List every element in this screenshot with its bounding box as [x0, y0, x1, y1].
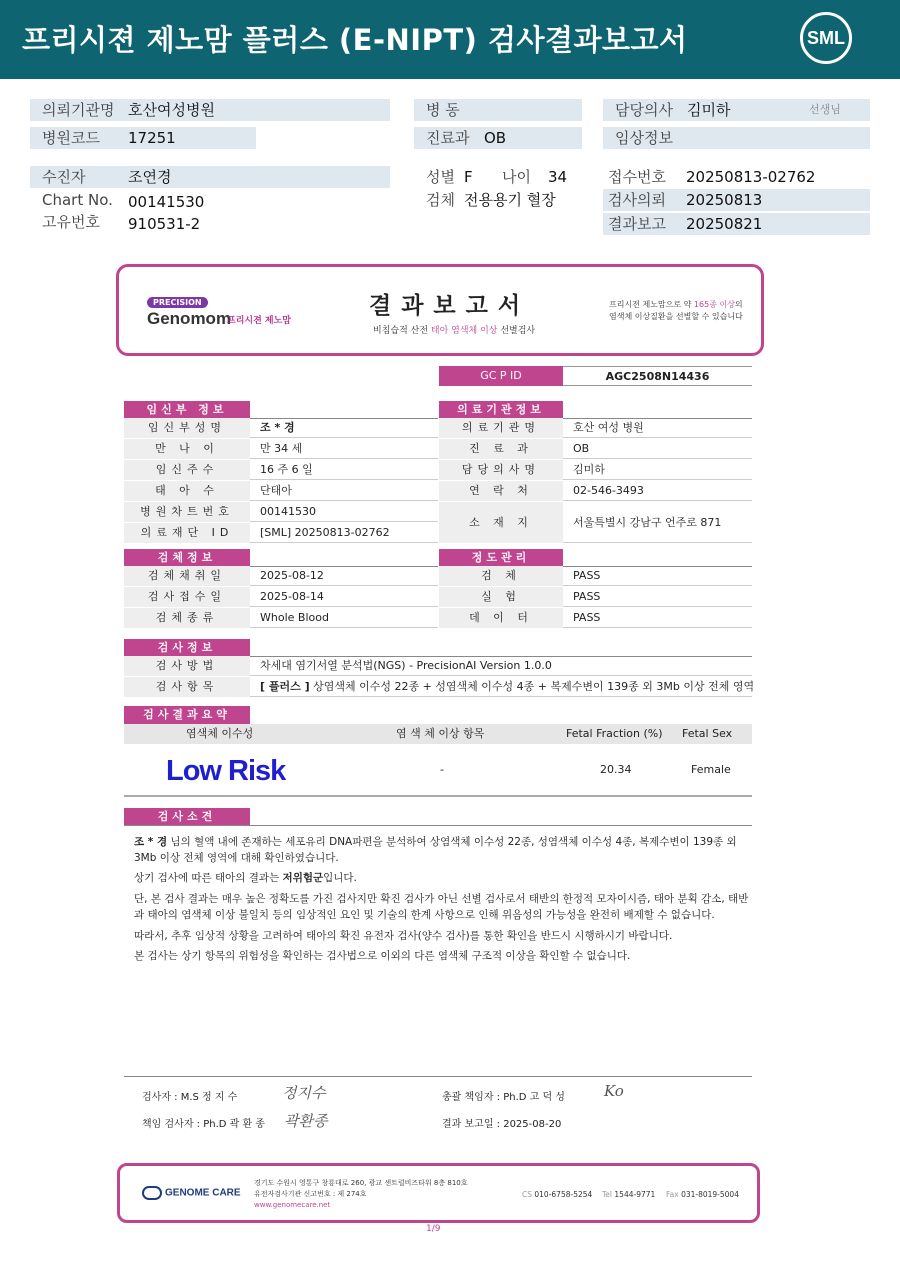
row-value: PASS: [573, 569, 601, 582]
row-label: 소 재 지: [439, 502, 563, 543]
pregnancy-info-head: 임신부 정보: [124, 401, 250, 419]
row-label: 의료기관명: [439, 418, 563, 438]
banner-subtitle: 비침습적 산전 태아 염색체 이상 선별검사: [373, 326, 536, 336]
page-number: 1/9: [426, 1224, 441, 1234]
table-row: [124, 608, 438, 628]
row-value: 김미하: [573, 463, 605, 476]
banner-note: 프리시젼 제노맘으로 약 165종 이상의 염색체 이상질환을 선별할 수 있습니다: [609, 300, 743, 321]
row-value: 조 * 경: [260, 421, 295, 434]
test-info-head: 검사정보: [124, 639, 250, 657]
responsible-label: 책임 검사자 : Ph.D 곽 환 종: [142, 1119, 265, 1130]
summary-head: 검사결과요약: [124, 706, 250, 724]
summary-header-row: 염색체 이수성 염 색 체 이상 항목 Fetal Fraction (%) Fetal Sex: [124, 724, 752, 744]
row-label: 검체종류: [124, 608, 250, 628]
fetal-fraction: 20.34: [600, 763, 632, 776]
hospital-code-value: 17251: [128, 129, 176, 147]
row-label: 만 나 이: [124, 439, 250, 459]
gcpid-value: AGC2508N14436: [563, 366, 752, 386]
row-label: 임신주수: [124, 460, 250, 480]
table-row: [439, 608, 752, 628]
qc-head: 정도관리: [439, 549, 563, 567]
table-row: [439, 502, 752, 543]
footer-tel: Tel 1544-9771: [602, 1190, 656, 1199]
test-method-row: 검사방법 차세대 염기서열 분석법(NGS) - PrecisionAI Version 1.0.0: [124, 656, 752, 676]
row-value: OB: [573, 442, 590, 455]
medical-info-head: 의료기관정보: [439, 401, 563, 419]
patient-value: 조연경: [128, 168, 172, 186]
request-date-value: 20250813: [686, 191, 763, 209]
specimen-value: 전용용기 혈장: [464, 191, 556, 209]
precision-tag: PRECISION: [147, 297, 208, 308]
hospital-code-field: 병원코드 17251: [30, 127, 256, 149]
row-value: PASS: [573, 611, 601, 624]
request-date-field: 검사의뢰 20250813: [603, 189, 870, 211]
responsible-signature: 곽환종: [284, 1112, 328, 1130]
row-label: 검사접수일: [124, 587, 250, 607]
gcpid-label: GC P ID: [439, 366, 563, 386]
dept-field: 진료과 OB: [414, 127, 582, 149]
table-row: [124, 523, 438, 543]
row-value: 02-546-3493: [573, 484, 644, 497]
row-label: 태 아 수: [124, 481, 250, 501]
footer-address: 경기도 수원시 영통구 창룡대로 260, 광교 센트럴비즈타워 8층 810호 유전자검사기관 신고번호 : 제 274호 www.genomecare.net: [254, 1179, 468, 1209]
table-row: [124, 502, 438, 522]
genome-care-mark-icon: [142, 1186, 162, 1200]
table-row: [439, 566, 752, 586]
ward-field: 병 동: [414, 99, 582, 121]
chief-signature: Ko: [604, 1082, 624, 1100]
divider: [124, 1076, 752, 1077]
report-date-value: 20250821: [686, 215, 763, 233]
row-value: 2025-08-12: [260, 569, 324, 582]
specimen-info-head: 검체정보: [124, 549, 250, 567]
row-label: 진 료 과: [439, 439, 563, 459]
abnormal-items: -: [440, 763, 444, 776]
table-row: [124, 460, 438, 480]
table-row: [124, 587, 438, 607]
summary-result-row: [124, 745, 752, 797]
tester-label: 검사자 : M.S 정 지 수: [142, 1092, 238, 1103]
test-items-row: 검사항목 [ 플러스 ] 상염색체 이수성 22종 + 성염색체 이수성 4종 + 복제수변이 139종 외 3Mb 이상 전체 영역: [124, 677, 752, 697]
chief-label: 총괄 책임자 : Ph.D 고 덕 성: [442, 1092, 565, 1103]
tester-signature: 정지수: [282, 1084, 326, 1102]
row-label: 임신부성명: [124, 418, 250, 438]
sml-logo: SML: [800, 12, 852, 64]
test-method-value: 차세대 염기서열 분석법(NGS) - PrecisionAI Version 1.0.0: [260, 659, 552, 672]
table-row: [124, 418, 438, 438]
row-label: 의료재단 ID: [124, 523, 250, 543]
opinion-paragraph: 따라서, 추후 임상적 상황을 고려하여 태아의 확진 유전자 검사(양수 검사)를 통한 확인을 반드시 시행하시기 바랍니다.: [134, 930, 673, 942]
footer-box: [117, 1163, 760, 1223]
opinion-paragraph: 단, 본 검사 결과는 매우 높은 정확도를 가진 검사지만 확진 검사가 아닌 선별 검사로서 태반의 한정적 모자이시즘, 태아 분획 감소, 태반과 태아의 염색체 이상 불일치 등의 임상적인 요인 및 기술의 한계 사항으로 인해 위음성의 가능성을 완전히 배제할 수 없습니다.: [134, 893, 749, 921]
row-label: 데 이 터: [439, 608, 563, 628]
report-date-field: 결과보고 20250821: [603, 213, 870, 235]
opinion-paragraph: 본 검사는 상기 항목의 위험성을 확인하는 검사법으로 이외의 다른 염색체 구조적 이상을 확인할 수 없습니다.: [134, 950, 631, 962]
institution-field: 의뢰기관명 호산여성병원: [30, 99, 390, 121]
chart-no-value: 00141530: [128, 193, 205, 211]
report-date-label: 결과 보고일 : 2025-08-20: [442, 1119, 562, 1130]
row-label: 검 체: [439, 566, 563, 586]
genomom-logo: Genomom: [147, 309, 232, 328]
header-bar: [0, 0, 900, 79]
row-value: 호산 여성 병원: [573, 421, 644, 434]
table-row: [124, 566, 438, 586]
opinion-head: 검사소견: [124, 808, 250, 826]
institution-value: 호산여성병원: [128, 101, 215, 119]
row-label: 연 락 처: [439, 481, 563, 501]
row-label: 실 험: [439, 587, 563, 607]
report-banner: PRECISION Genomom 프리시젼 제노맘 결과보고서 비침습적 산전 태아 염색체 이상 선별검사 프리시젼 제노맘으로 약 165종 이상의 염색체 이상질환을 선별할 수 있습니다: [116, 264, 764, 356]
table-row: [439, 460, 752, 480]
test-items-value: [ 플러스 ] 상염색체 이수성 22종 + 성염색체 이수성 4종 + 복제수변이 139종 외 3Mb 이상 전체 영역: [260, 680, 755, 693]
age-value: 34: [548, 168, 568, 186]
opinion-paragraph: 상기 검사에 따른 태아의 결과는 저위험군입니다.: [134, 872, 357, 884]
footer-url[interactable]: www.genomecare.net: [254, 1201, 331, 1209]
table-row: [439, 418, 752, 438]
report-title: 프리시젼 제노맘 플러스 (E-NIPT) 검사결과보고서: [22, 23, 688, 57]
clinical-info-field: 임상정보: [603, 127, 870, 149]
divider: [124, 825, 752, 826]
row-value: 16 주 6 일: [260, 463, 313, 476]
row-value: 만 34 세: [260, 442, 303, 455]
doctor-value: 김미하: [687, 101, 731, 119]
table-row: [124, 439, 438, 459]
opinion-paragraph: 조 * 경 님의 혈액 내에 존재하는 세포유리 DNA파편을 분석하여 상염색체 이수성 22종, 성염색체 이수성 4종, 복제수변이 139종 외 3Mb 이상 전체 영역에 대해 확인하였습니다.: [134, 836, 737, 864]
row-label: 병원차트번호: [124, 502, 250, 522]
row-value: 00141530: [260, 505, 316, 518]
row-value: 서울특별시 강남구 언주로 871: [573, 516, 722, 529]
footer-cs: CS 010-6758-5254: [522, 1190, 593, 1199]
row-value: [SML] 20250813-02762: [260, 526, 390, 539]
table-row: [124, 481, 438, 501]
receipt-no-value: 20250813-02762: [686, 168, 816, 186]
dept-value: OB: [484, 129, 507, 147]
row-value: PASS: [573, 590, 601, 603]
row-label: 담당의사명: [439, 460, 563, 480]
genome-care-logo: GENOME CARE: [142, 1186, 241, 1200]
footer-fax: Fax 031-8019-5004: [666, 1190, 739, 1199]
fetal-sex: Female: [691, 763, 731, 776]
banner-title: 결과보고서: [369, 293, 531, 319]
patient-field: 수진자 조연경: [30, 166, 390, 188]
sex-value: F: [464, 168, 473, 186]
row-label: 검체채취일: [124, 566, 250, 586]
table-row: [439, 439, 752, 459]
table-row: [439, 587, 752, 607]
table-row: [439, 481, 752, 501]
row-value: 2025-08-14: [260, 590, 324, 603]
doctor-field: 담당의사 김미하 선생님: [603, 99, 870, 121]
row-value: 단태아: [260, 484, 292, 497]
row-value: Whole Blood: [260, 611, 329, 624]
risk-result: Low Risk: [166, 755, 286, 787]
unique-no-value: 910531-2: [128, 215, 201, 233]
